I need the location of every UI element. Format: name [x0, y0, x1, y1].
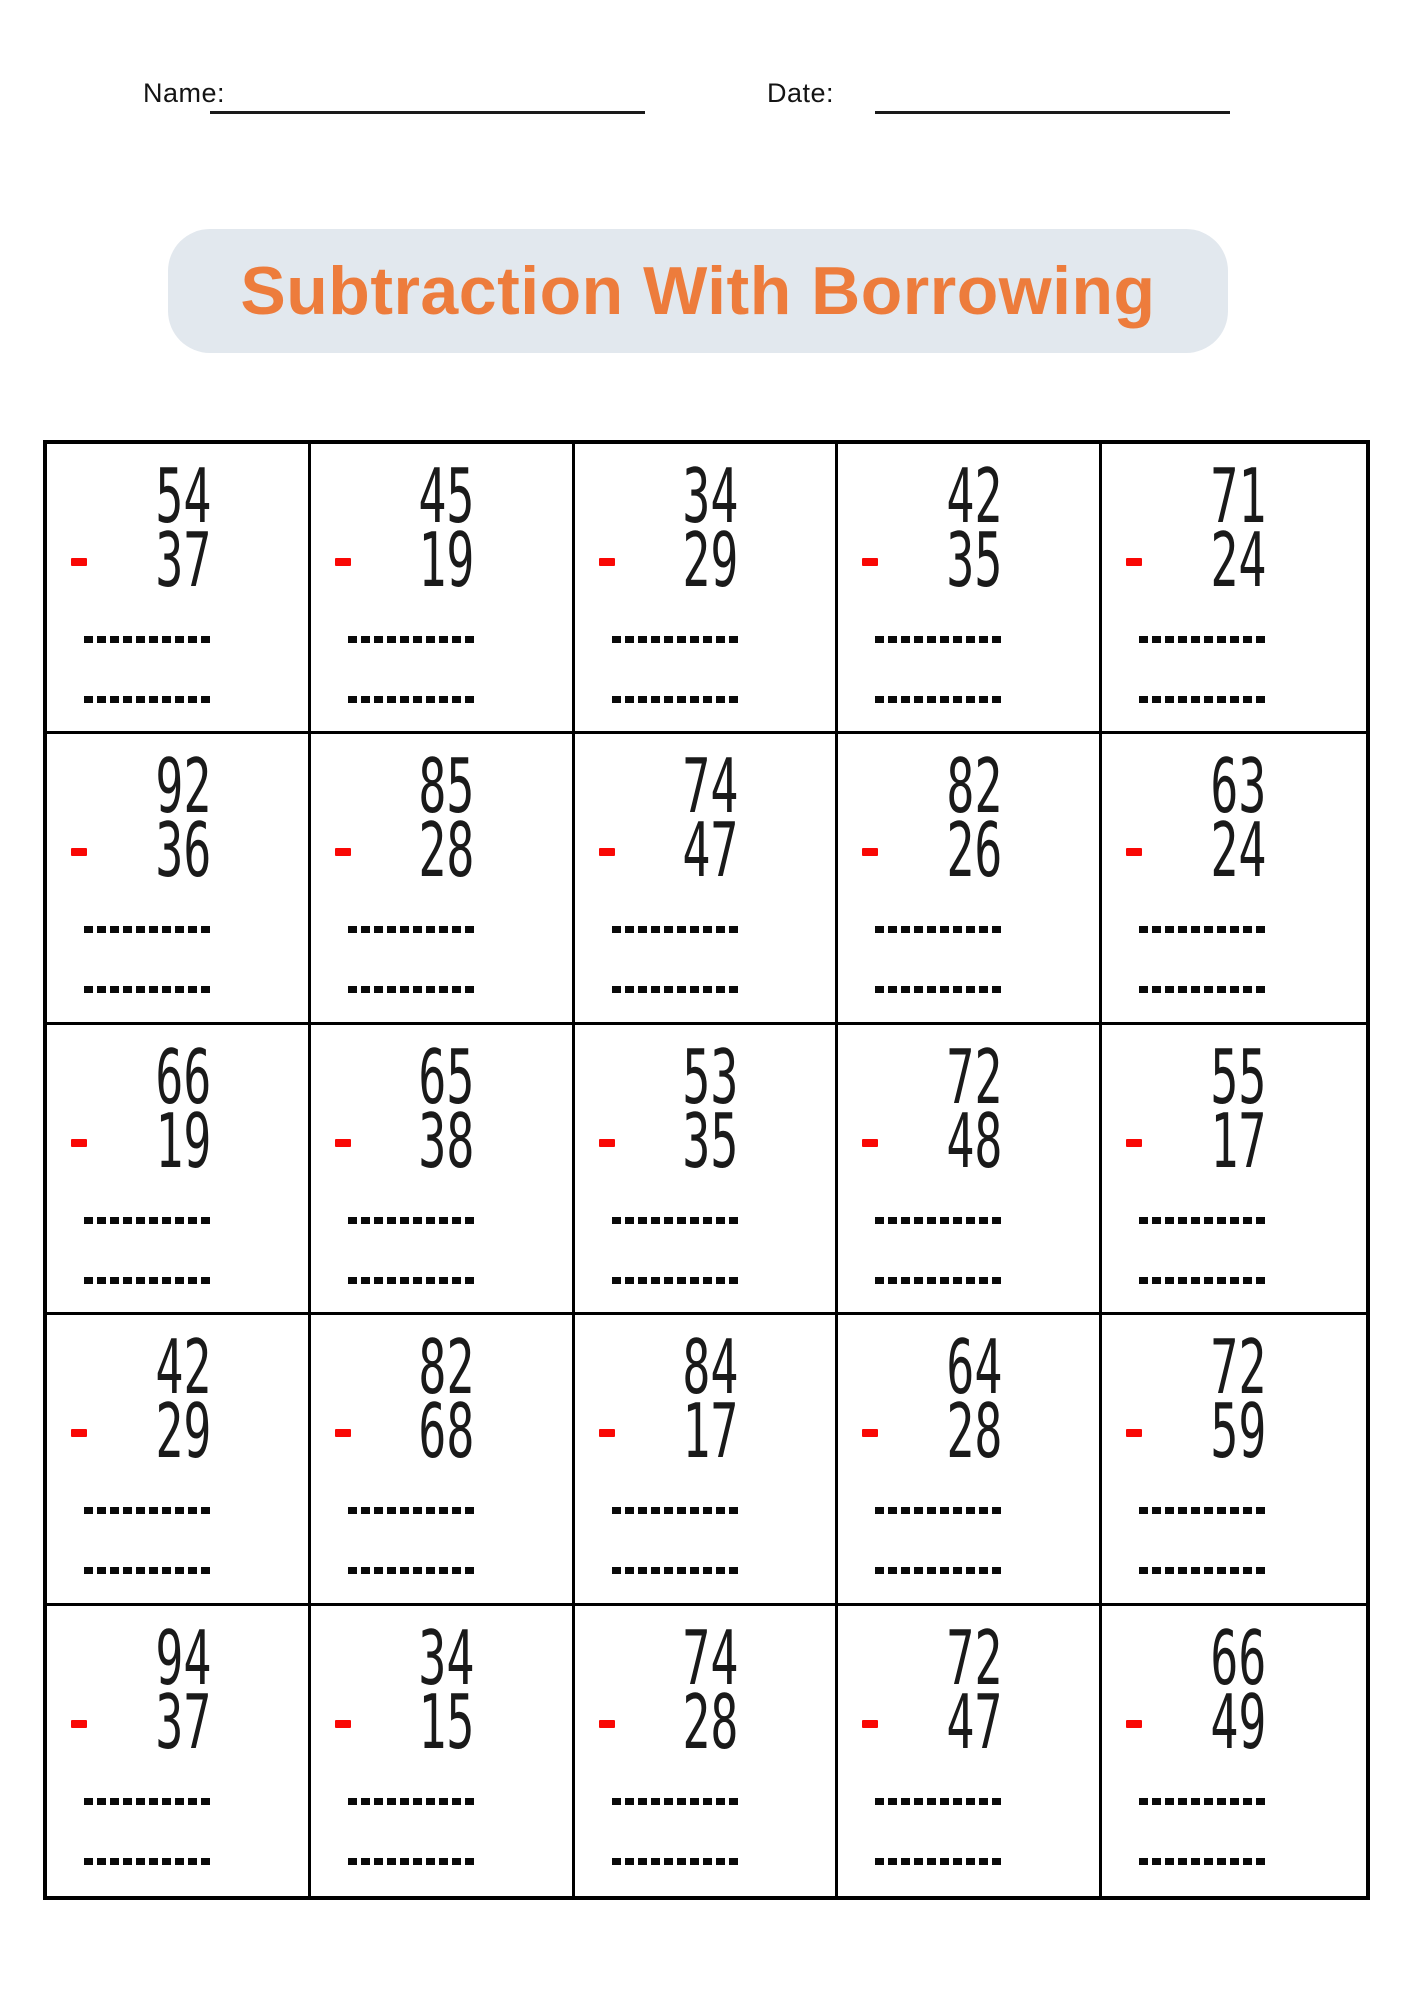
- answer-line: [875, 636, 1002, 643]
- minuend-digits: 45: [418, 452, 475, 540]
- answer-line: [612, 1507, 739, 1514]
- minus-icon: [599, 1139, 615, 1147]
- minuend-digits: 54: [155, 452, 211, 540]
- answer-line: [84, 986, 211, 993]
- minus-icon: [71, 1139, 87, 1147]
- minus-icon: [1126, 1429, 1142, 1437]
- answer-line: [875, 1798, 1002, 1805]
- answer-line: [84, 926, 211, 933]
- subtraction-problem: [1126, 452, 1267, 703]
- minus-icon: [862, 848, 878, 856]
- minus-icon: [1126, 558, 1142, 566]
- subtrahend-row: [335, 516, 475, 604]
- minuend-digits: 66: [155, 1032, 211, 1121]
- minuend-digits: 74: [682, 1613, 739, 1702]
- answer-line: [1139, 1507, 1266, 1514]
- answer-line: [348, 636, 475, 643]
- minus-icon: [1126, 1139, 1142, 1147]
- problem-cell: [575, 1025, 839, 1315]
- subtraction-problem: [335, 452, 475, 703]
- answer-line: [84, 696, 211, 703]
- problem-cell: [838, 1025, 1102, 1315]
- subtraction-problem: [599, 742, 739, 993]
- name-underline: [210, 111, 645, 114]
- minuend-digits: 42: [946, 452, 1003, 540]
- subtrahend-digits: 19: [418, 516, 475, 604]
- subtrahend-digits: 37: [155, 516, 211, 604]
- minuend-digits: 65: [418, 1032, 475, 1121]
- answer-line: [1139, 1217, 1266, 1224]
- subtrahend-digits: 49: [1210, 1677, 1267, 1766]
- minus-icon: [599, 558, 615, 566]
- answer-line: [84, 1567, 211, 1574]
- subtraction-problem: [335, 1032, 475, 1284]
- answer-line: [612, 1567, 739, 1574]
- subtrahend-digits: 28: [946, 1387, 1003, 1476]
- minus-icon: [862, 1139, 878, 1147]
- problem-cell: [1102, 734, 1366, 1024]
- date-underline: [875, 111, 1230, 114]
- answer-line: [348, 1798, 475, 1805]
- answer-line: [84, 1217, 211, 1224]
- answer-line: [348, 986, 475, 993]
- subtrahend-row: [1126, 806, 1267, 895]
- problem-cell: [1102, 444, 1366, 734]
- subtrahend-digits: 19: [155, 1096, 211, 1185]
- minus-icon: [1126, 1720, 1142, 1728]
- minuend-digits: 55: [1210, 1032, 1267, 1121]
- page-title: Subtraction With Borrowing: [240, 253, 1156, 329]
- problems-grid: [43, 440, 1370, 1900]
- problem-cell: [575, 734, 839, 1024]
- minuend-digits: 53: [682, 1032, 739, 1121]
- minus-icon: [335, 558, 351, 566]
- problem-cell: [47, 1315, 311, 1605]
- answer-line: [875, 1507, 1002, 1514]
- subtrahend-row: [599, 1096, 739, 1185]
- answer-line: [84, 1798, 211, 1805]
- title-badge: [168, 229, 1228, 353]
- answer-line: [612, 696, 739, 703]
- subtraction-problem: [862, 1613, 1003, 1865]
- subtrahend-row: [862, 516, 1003, 604]
- answer-line: [348, 696, 475, 703]
- minuend-digits: 34: [418, 1613, 475, 1702]
- answer-line: [875, 696, 1002, 703]
- name-label: Name:: [143, 78, 226, 108]
- minuend-digits: 74: [682, 742, 739, 831]
- subtrahend-row: [335, 806, 475, 895]
- problem-cell: [838, 1606, 1102, 1896]
- subtraction-problem: [71, 1032, 211, 1284]
- minus-icon: [599, 848, 615, 856]
- subtrahend-digits: 28: [682, 1677, 739, 1766]
- answer-line: [1139, 636, 1266, 643]
- problem-cell: [838, 444, 1102, 734]
- minuend-digits: 66: [1210, 1613, 1267, 1702]
- subtrahend-row: [71, 806, 211, 895]
- minuend-digits: 82: [418, 1323, 475, 1412]
- subtraction-problem: [335, 1613, 475, 1865]
- minus-icon: [335, 1139, 351, 1147]
- answer-line: [348, 1567, 475, 1574]
- subtrahend-digits: 24: [1210, 806, 1267, 895]
- answer-line: [84, 1277, 211, 1284]
- minus-icon: [71, 1720, 87, 1728]
- subtrahend-digits: 47: [682, 806, 739, 895]
- problem-cell: [575, 1315, 839, 1605]
- subtrahend-row: [71, 1387, 211, 1476]
- problem-cell: [47, 734, 311, 1024]
- answer-line: [1139, 696, 1266, 703]
- answer-line: [875, 1217, 1002, 1224]
- problem-cell: [311, 1606, 575, 1896]
- answer-line: [612, 986, 739, 993]
- subtrahend-digits: 24: [1210, 516, 1267, 604]
- subtrahend-row: [335, 1677, 475, 1766]
- minuend-digits: 64: [946, 1323, 1003, 1412]
- subtraction-problem: [71, 1323, 211, 1574]
- minuend-digits: 92: [155, 742, 211, 831]
- subtrahend-digits: 29: [155, 1387, 211, 1476]
- minus-icon: [71, 558, 87, 566]
- subtrahend-row: [599, 806, 739, 895]
- subtraction-problem: [862, 1323, 1003, 1574]
- problem-cell: [575, 444, 839, 734]
- subtrahend-row: [335, 1096, 475, 1185]
- minuend-digits: 82: [946, 742, 1003, 831]
- answer-line: [348, 926, 475, 933]
- problem-cell: [311, 1315, 575, 1605]
- subtraction-problem: [862, 1032, 1003, 1284]
- minus-icon: [862, 1429, 878, 1437]
- subtraction-problem: [862, 742, 1003, 993]
- minuend-digits: 94: [155, 1613, 211, 1702]
- minuend-digits: 34: [682, 452, 739, 540]
- subtrahend-digits: 48: [946, 1096, 1003, 1185]
- subtrahend-row: [599, 516, 739, 604]
- subtrahend-digits: 15: [418, 1677, 475, 1766]
- subtrahend-digits: 29: [682, 516, 739, 604]
- subtrahend-digits: 37: [155, 1677, 211, 1766]
- problem-cell: [1102, 1315, 1366, 1605]
- problem-cell: [838, 734, 1102, 1024]
- minuend-digits: 72: [946, 1032, 1003, 1121]
- answer-line: [875, 1277, 1002, 1284]
- minus-icon: [335, 1720, 351, 1728]
- subtrahend-row: [599, 1677, 739, 1766]
- subtrahend-row: [862, 1387, 1003, 1476]
- problem-cell: [311, 1025, 575, 1315]
- subtrahend-row: [862, 1096, 1003, 1185]
- problem-cell: [575, 1606, 839, 1896]
- subtrahend-digits: 38: [418, 1096, 475, 1185]
- subtrahend-digits: 17: [682, 1387, 739, 1476]
- subtrahend-digits: 17: [1210, 1096, 1267, 1185]
- subtraction-problem: [862, 452, 1003, 703]
- subtraction-problem: [71, 452, 211, 703]
- minus-icon: [599, 1720, 615, 1728]
- subtrahend-row: [71, 1096, 211, 1185]
- minuend-digits: 71: [1210, 452, 1267, 540]
- problem-cell: [311, 734, 575, 1024]
- answer-line: [1139, 926, 1266, 933]
- minus-icon: [1126, 848, 1142, 856]
- minus-icon: [335, 848, 351, 856]
- answer-line: [612, 1277, 739, 1284]
- subtrahend-row: [1126, 1387, 1267, 1476]
- subtrahend-row: [71, 1677, 211, 1766]
- subtraction-problem: [1126, 1323, 1267, 1574]
- subtrahend-digits: 68: [418, 1387, 475, 1476]
- subtrahend-row: [1126, 516, 1267, 604]
- answer-line: [612, 1858, 739, 1865]
- minuend-digits: 85: [418, 742, 475, 831]
- subtrahend-digits: 36: [155, 806, 211, 895]
- answer-line: [612, 636, 739, 643]
- minuend-digits: 42: [155, 1323, 211, 1412]
- subtraction-problem: [599, 1323, 739, 1574]
- minus-icon: [599, 1429, 615, 1437]
- answer-line: [1139, 1567, 1266, 1574]
- subtrahend-row: [862, 806, 1003, 895]
- subtrahend-row: [862, 1677, 1003, 1766]
- answer-line: [875, 926, 1002, 933]
- answer-line: [348, 1507, 475, 1514]
- answer-line: [348, 1277, 475, 1284]
- answer-line: [612, 1798, 739, 1805]
- answer-line: [612, 926, 739, 933]
- problem-cell: [838, 1315, 1102, 1605]
- subtrahend-digits: 59: [1210, 1387, 1267, 1476]
- minus-icon: [71, 1429, 87, 1437]
- subtrahend-row: [1126, 1096, 1267, 1185]
- problem-cell: [1102, 1025, 1366, 1315]
- subtraction-problem: [599, 1613, 739, 1865]
- minus-icon: [862, 558, 878, 566]
- subtrahend-row: [1126, 1677, 1267, 1766]
- subtrahend-row: [71, 516, 211, 604]
- problem-cell: [47, 1025, 311, 1315]
- problem-cell: [311, 444, 575, 734]
- minuend-digits: 84: [682, 1323, 739, 1412]
- answer-line: [612, 1217, 739, 1224]
- minus-icon: [335, 1429, 351, 1437]
- answer-line: [1139, 1798, 1266, 1805]
- answer-line: [1139, 1858, 1266, 1865]
- subtraction-problem: [1126, 742, 1267, 993]
- subtraction-problem: [335, 1323, 475, 1574]
- answer-line: [84, 636, 211, 643]
- minuend-digits: 72: [946, 1613, 1003, 1702]
- subtraction-problem: [1126, 1613, 1267, 1865]
- subtraction-problem: [1126, 1032, 1267, 1284]
- answer-line: [348, 1217, 475, 1224]
- subtrahend-digits: 28: [418, 806, 475, 895]
- answer-line: [875, 1567, 1002, 1574]
- answer-line: [348, 1858, 475, 1865]
- problem-cell: [47, 1606, 311, 1896]
- answer-line: [1139, 1277, 1266, 1284]
- answer-line: [84, 1507, 211, 1514]
- subtraction-problem: [599, 1032, 739, 1284]
- answer-line: [1139, 986, 1266, 993]
- subtrahend-digits: 35: [946, 516, 1003, 604]
- problem-cell: [47, 444, 311, 734]
- subtrahend-digits: 26: [946, 806, 1003, 895]
- subtrahend-row: [335, 1387, 475, 1476]
- subtraction-problem: [71, 742, 211, 993]
- minus-icon: [71, 848, 87, 856]
- answer-line: [84, 1858, 211, 1865]
- subtrahend-digits: 35: [682, 1096, 739, 1185]
- minuend-digits: 63: [1210, 742, 1267, 831]
- subtraction-problem: [599, 452, 739, 703]
- minuend-digits: 72: [1210, 1323, 1267, 1412]
- answer-line: [875, 986, 1002, 993]
- answer-line: [875, 1858, 1002, 1865]
- subtraction-problem: [71, 1613, 211, 1865]
- date-label: Date:: [767, 78, 835, 108]
- subtraction-problem: [335, 742, 475, 993]
- minus-icon: [862, 1720, 878, 1728]
- problem-cell: [1102, 1606, 1366, 1896]
- subtrahend-row: [599, 1387, 739, 1476]
- subtrahend-digits: 47: [946, 1677, 1003, 1766]
